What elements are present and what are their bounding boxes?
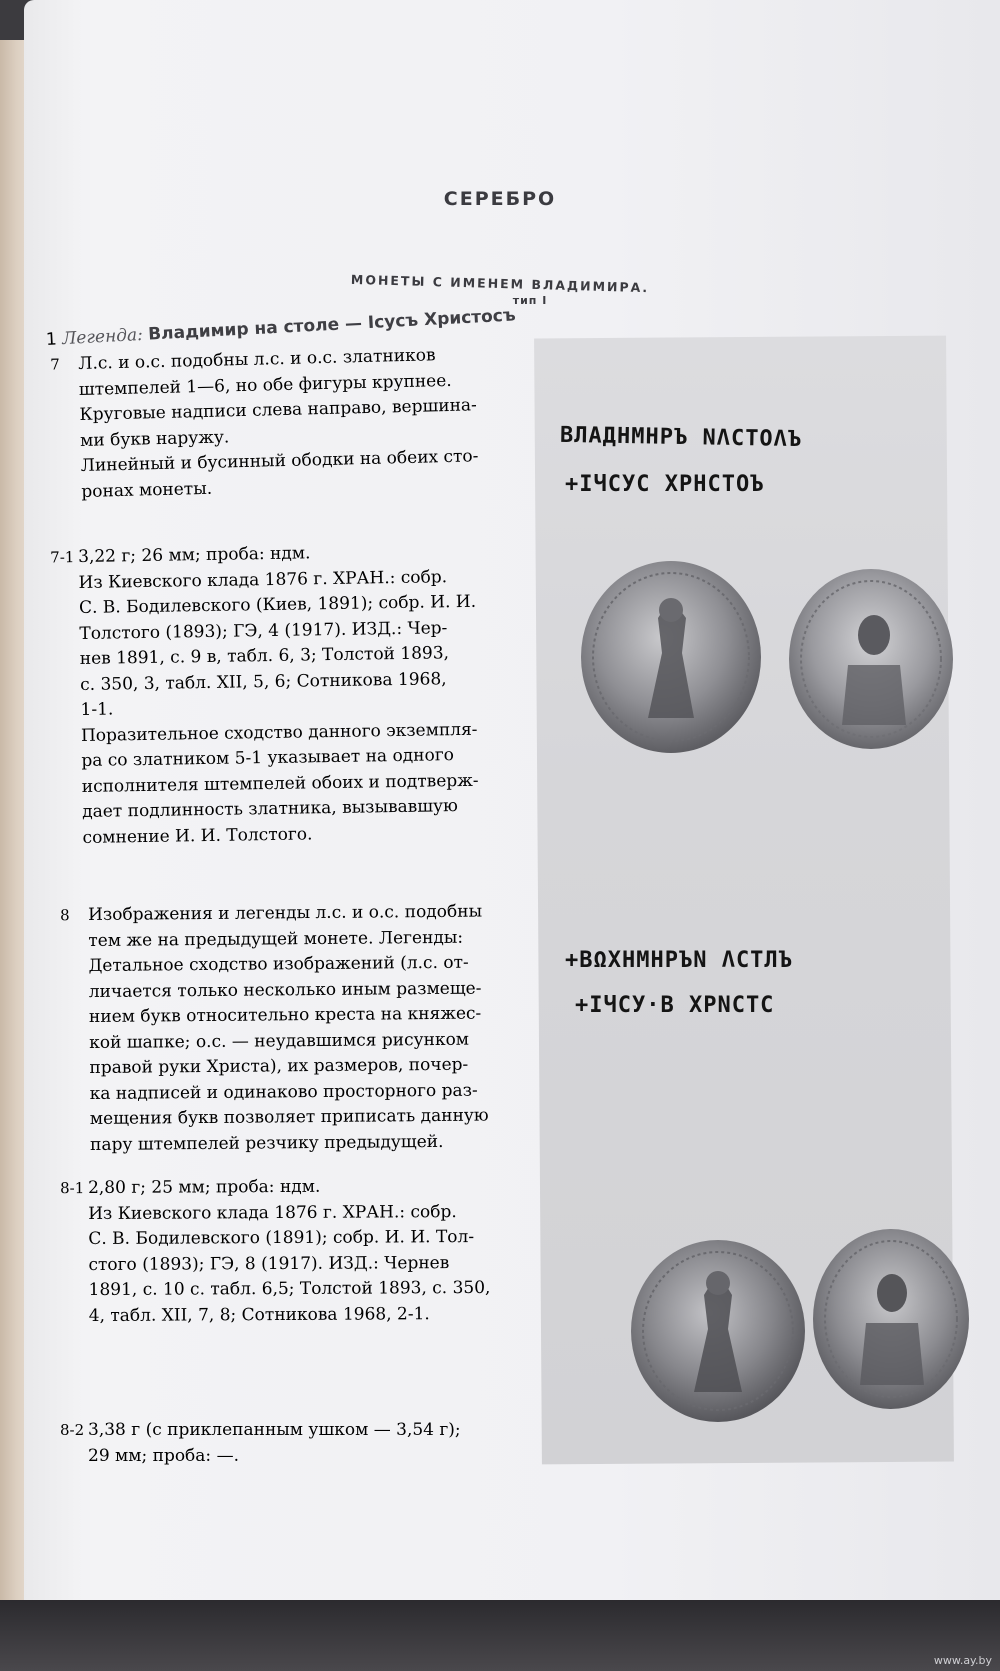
entry-line: ми букв наружу. — [79, 426, 230, 451]
coin-8-1-reverse-image — [810, 1225, 972, 1413]
entry-line: С. В. Бодилевского (Киев, 1891); собр. И. И. — [78, 591, 477, 618]
coin-7-1-obverse-image — [578, 558, 764, 756]
page-shadow — [0, 1600, 1000, 1671]
entry-number: 8-2 — [60, 1421, 85, 1439]
entry-line: Из Киевского клада 1876 г. ХРАН.: собр. — [78, 566, 448, 593]
entry-number: 8-1 — [60, 1179, 85, 1198]
entry-line: ронах монеты. — [81, 478, 213, 502]
entry-line: Толстого (1893); ГЭ, 4 (1917). ИЗД.: Чер- — [79, 617, 448, 644]
entry-line: 2,80 г; 25 мм; проба: ндм. — [88, 1176, 321, 1198]
entry-line: с. 350, 3, табл. XII, 5, 6; Сотникова 1968, — [80, 668, 447, 695]
entry-line: дает подлинность златника, вызывавшую — [82, 796, 459, 822]
coin-8-1-obverse-image — [628, 1237, 808, 1425]
entry-line: ра со златником 5-1 указывает на одного — [81, 745, 455, 771]
entry-line: пару штемпелей резчику предыдущей. — [90, 1131, 444, 1155]
entry-line: Л.с. и о.с. подобны л.с. и о.с. златников — [78, 345, 436, 374]
legend-text: Владимир на столе — Іcусъ Христосъ — [147, 305, 517, 345]
entry-line: нев 1891, с. 9 в, табл. 6, 3; Толстой 1893, — [79, 643, 450, 669]
entry-line: штемпелей 1—6, но обе фигуры крупнее. — [78, 370, 452, 400]
entry-line: 3,22 г; 26 мм; проба: ндм. — [78, 543, 311, 567]
handwritten-legend-4: +ІЧСУ·В ХРNСТС — [575, 993, 775, 1018]
entry-number: 7-1 — [50, 548, 75, 567]
entry-line: Поразительное сходство данного экземпля- — [80, 719, 478, 746]
entry-line: 1-1. — [80, 699, 114, 720]
entry-7 — [50, 342, 502, 505]
entry-line: Детальное сходство изображений (л.с. от- — [88, 952, 469, 976]
entry-8 — [60, 899, 515, 1158]
entry-line: кой шапке; о.с. — неудавшимся рисунком — [89, 1029, 470, 1053]
entry-7-1 — [50, 538, 513, 851]
entry-line: 3,38 г (с приклепанным ушком — 3,54 г); — [88, 1420, 461, 1440]
entry-line: 4, табл. XII, 7, 8; Сотникова 1968, 2-1. — [88, 1303, 430, 1326]
handwritten-legend-3: +ВΩХНМНРЪN ΛСТЛЪ — [565, 948, 793, 973]
section-subtitle-type: тип I — [512, 294, 548, 307]
legend-label: Легенда: — [61, 324, 144, 350]
entry-line: нием букв относительно креста на княжес- — [88, 1003, 482, 1027]
entry-8-2 — [60, 1418, 528, 1469]
coin-7-1-reverse-image — [786, 565, 956, 753]
entry-line: правой руки Христа), их размеров, почер- — [89, 1054, 469, 1078]
entry-line: стого (1893); ГЭ, 8 (1917). ИЗД.: Чернев — [88, 1252, 450, 1275]
entry-8-1 — [60, 1174, 519, 1329]
entry-number: 8 — [60, 906, 70, 925]
entry-line: С. В. Бодилевского (1891); собр. И. И. Тол- — [88, 1226, 475, 1249]
entry-line: Линейный и бусинный ободки на обеих сто- — [80, 446, 479, 476]
entry-line: исполнителя штемпелей обоих и подтверж- — [81, 770, 479, 797]
entry-line: сомнение И. И. Толстого. — [82, 823, 313, 848]
entry-line: 1891, с. 10 с. табл. 6,5; Толстой 1893, с. 350, — [88, 1277, 491, 1300]
entry-line: ка надписей и одинаково просторного раз- — [89, 1080, 478, 1104]
entry-line: Из Киевского клада 1876 г. ХРАН.: собр. — [88, 1201, 457, 1224]
watermark: www.ay.by — [933, 1654, 992, 1667]
entry-line: Круговые надписи слева направо, вершина- — [79, 395, 478, 425]
entry-number: 7 — [50, 355, 61, 374]
entry-line: мещения букв позволяет приписать данную — [89, 1105, 489, 1129]
section-subtitle: МОНЕТЫ С ИМЕНЕМ ВЛАДИМИРА. — [350, 271, 650, 296]
entry-line: Изображения и легенды л.с. и о.с. подобны — [88, 901, 483, 925]
entry-line: тем же на предыдущей монете. Легенды: — [88, 927, 464, 951]
handwritten-legend-1: ВЛАДНМНРЪ NΛСТОΛЪ — [559, 422, 803, 453]
entry-line: личается только несколько иным размеще- — [88, 978, 482, 1002]
legend-number: 1 — [45, 329, 58, 350]
section-title: СЕРЕБРО — [443, 188, 557, 210]
handwritten-legend-2: +ІЧСУС ХРНСТОЪ — [565, 472, 765, 497]
entry-line: 29 мм; проба: —. — [88, 1445, 239, 1466]
